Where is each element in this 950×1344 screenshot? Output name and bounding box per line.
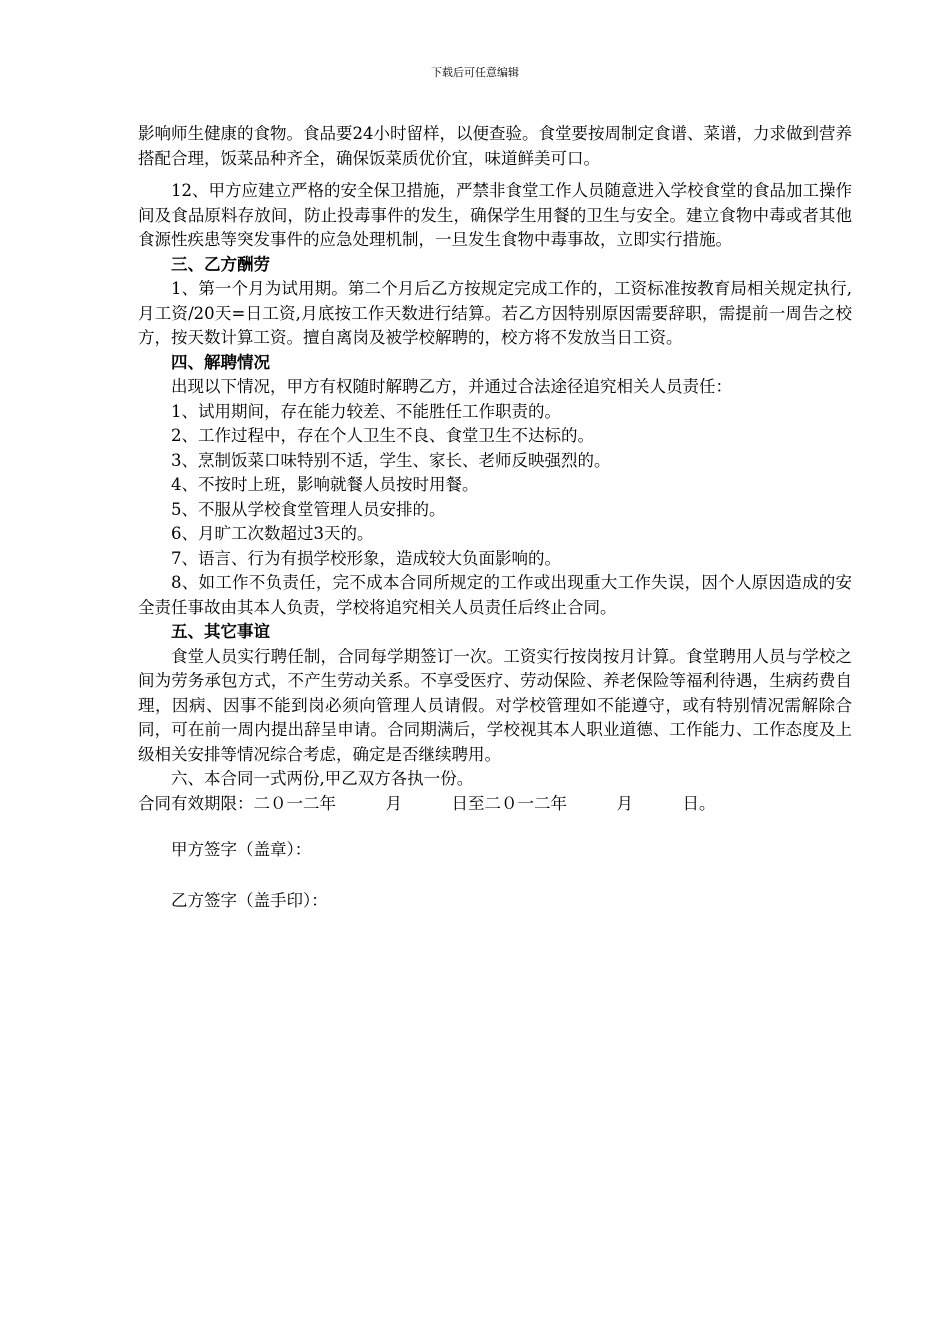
paragraph-dismissal-intro: 出现以下情况，甲方有权随时解聘乙方，并通过合法途径追究相关人员责任：	[171, 377, 732, 396]
list-item-dismissal-7: 7、语言、行为有损学校形象，造成较大负面影响的。	[171, 548, 561, 568]
paragraph-remuneration: 1、第一个月为试用期。第二个月后乙方按规定完成工作的，工资标准按教育局相关规定执行,月工资/20天=日工资,月底按工作天数进行结算。若乙方因特别原因需要辞职，需提前一周告之校方，按天数计算工资。擅自离岗及被学校解聘的，校方将不发放当日工资。	[138, 279, 852, 347]
section-heading-other-matters: 五、其它事谊	[171, 622, 270, 641]
page-header-note: 下载后可任意编辑	[431, 66, 519, 79]
paragraph-food-quality: 影响师生健康的食物。食品要24小时留样，以便查验。食堂要按周制定食谱、菜谱，力求做到营养搭配合理，饭菜品种齐全，确保饭菜质优价宜，味道鲜美可口。	[138, 124, 852, 168]
list-item-dismissal-8: 8、如工作不负责任，完不成本合同所规定的工作或出现重大工作失误，因个人原因造成的安全责任事故由其本人负责，学校将追究相关人员责任后终止合同。	[138, 573, 852, 617]
list-item-dismissal-1: 1、试用期间，存在能力较差、不能胜任工作职责的。	[171, 401, 561, 421]
contract-body	[138, 122, 852, 913]
list-item-dismissal-3: 3、烹制饭菜口味特别不适，学生、家长、老师反映强烈的。	[171, 450, 611, 470]
list-item-dismissal-2: 2、工作过程中，存在个人卫生不良、食堂卫生不达标的。	[171, 426, 594, 445]
paragraph-copies: 六、本合同一式两份,甲乙双方各执一份。	[171, 769, 474, 788]
section-heading-dismissal: 四、解聘情况	[171, 352, 270, 372]
signature-party-a: 甲方签字（盖章）：	[171, 840, 312, 859]
list-item-dismissal-6: 6、月旷工次数超过3天的。	[171, 524, 374, 543]
paragraph-clause-12: 12、甲方应建立严格的安全保卫措施，严禁非食堂工作人员随意进入学校食堂的食品加工操作间及食品原料存放间，防止投毒事件的发生，确保学生用餐的卫生与安全。建立食物中毒或者其他食源性疾患等突发事件的应急处理机制，一旦发生食物中毒事故，立即实行措施。	[138, 181, 852, 249]
paragraph-other-matters: 食堂人员实行聘任制，合同每学期签订一次。工资实行按岗按月计算。食堂聘用人员与学校之间为劳务承包方式，不产生劳动关系。不享受医疗、劳动保险、养老保险等福利待遇，生病药费自理，因病、因事不能到岗必须向管理人员请假。对学校管理如不能遵守，或有特别情况需解除合同，可在前一周内提出辞呈申请。合同期满后，学校视其本人职业道德、工作能力、工作态度及上级相关安排等情况综合考虑，确定是否继续聘用。	[138, 646, 852, 764]
signature-party-b: 乙方签字（盖手印）：	[171, 890, 328, 910]
list-item-dismissal-5: 5、不服从学校食堂管理人员安排的。	[171, 499, 446, 519]
section-heading-remuneration: 三、乙方酬劳	[171, 254, 270, 274]
contract-validity-period: 合同有效期限：二０一二年 月 日至二０一二年 月 日。	[138, 793, 716, 813]
list-item-dismissal-4: 4、不按时上班，影响就餐人员按时用餐。	[171, 475, 479, 494]
